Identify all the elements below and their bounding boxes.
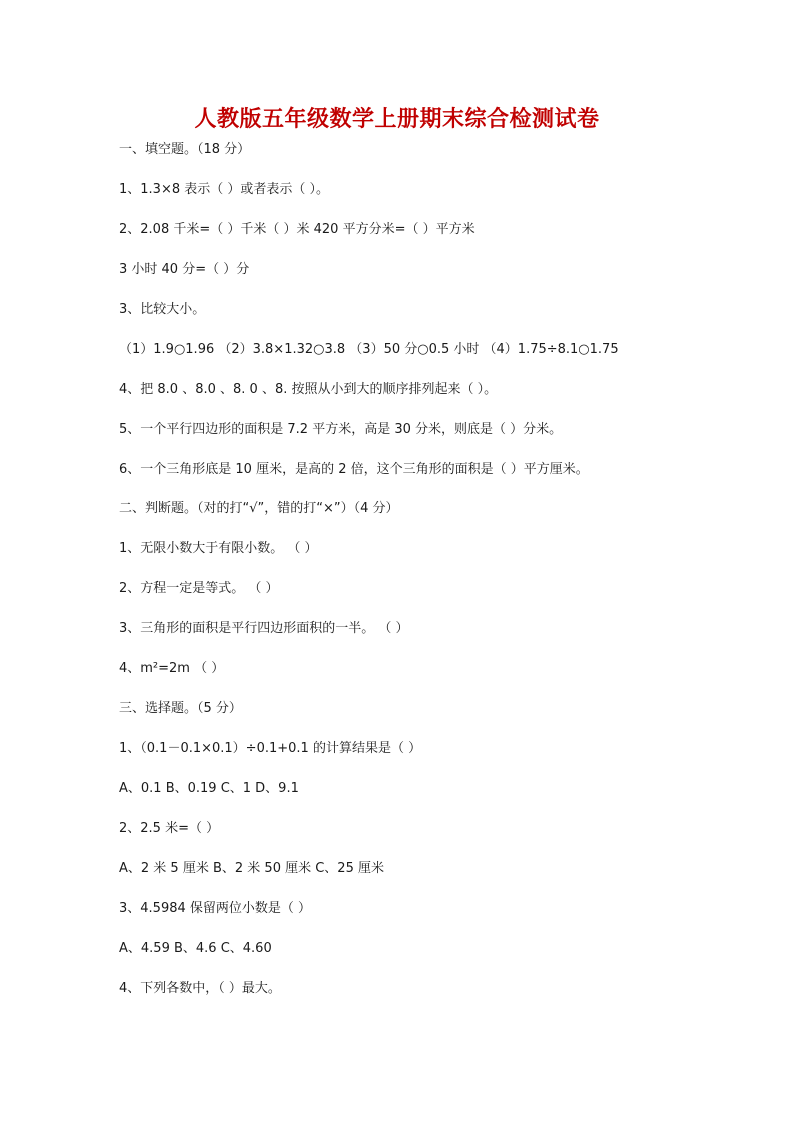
page-title: 人教版五年级数学上册期末综合检测试卷 (194, 106, 600, 132)
question-line: 6、一个三角形底是 10 厘米，是高的 2 倍，这个三角形的面积是（ ）平方厘米。 (119, 462, 589, 477)
section-heading-true-false: 二、判断题。（对的打“√”，错的打“×”）（4 分） (119, 501, 399, 516)
question-line: 3、三角形的面积是平行四边形面积的一半。 （ ） (119, 621, 409, 636)
question-line: 3、4.5984 保留两位小数是（ ） (119, 901, 312, 916)
answer-options: A、0.1 B、0.19 C、1 D、9.1 (119, 781, 299, 796)
section-heading-multiple-choice: 三、选择题。（5 分） (119, 701, 242, 716)
question-line: 4、m²=2m （ ） (119, 661, 225, 676)
question-line: 2、2.08 千米=（ ）千米（ ）米 420 平方分米=（ ）平方米 (119, 222, 475, 237)
question-line: 3 小时 40 分=（ ）分 (119, 262, 250, 277)
answer-options: A、2 米 5 厘米 B、2 米 50 厘米 C、25 厘米 (119, 861, 384, 876)
question-line: 1、无限小数大于有限小数。 （ ） (119, 541, 318, 556)
question-line: 2、方程一定是等式。 （ ） (119, 581, 279, 596)
question-line: 1、1.3×8 表示（ ）或者表示（ ）。 (119, 182, 330, 197)
question-line: 1、（0.1－0.1×0.1）÷0.1+0.1 的计算结果是（ ） (119, 741, 422, 756)
question-line: 2、2.5 米=（ ） (119, 821, 220, 836)
answer-options: A、4.59 B、4.6 C、4.60 (119, 941, 272, 956)
question-line: 4、把 8.0 、8.0 、8. 0 、8. 按照从小到大的顺序排列起来（ ）。 (119, 382, 498, 397)
question-line: 4、下列各数中，（ ）最大。 (119, 981, 281, 996)
section-heading-fill-in: 一、填空题。（18 分） (119, 142, 251, 157)
question-line: 5、一个平行四边形的面积是 7.2 平方米，高是 30 分米，则底是（ ）分米。 (119, 422, 563, 437)
question-line: 3、比较大小。 (119, 302, 206, 317)
question-line: （1）1.9○1.96 （2）3.8×1.32○3.8 （3）50 分○0.5 小时 （4）1.75÷8.1○1.75 (119, 342, 619, 357)
